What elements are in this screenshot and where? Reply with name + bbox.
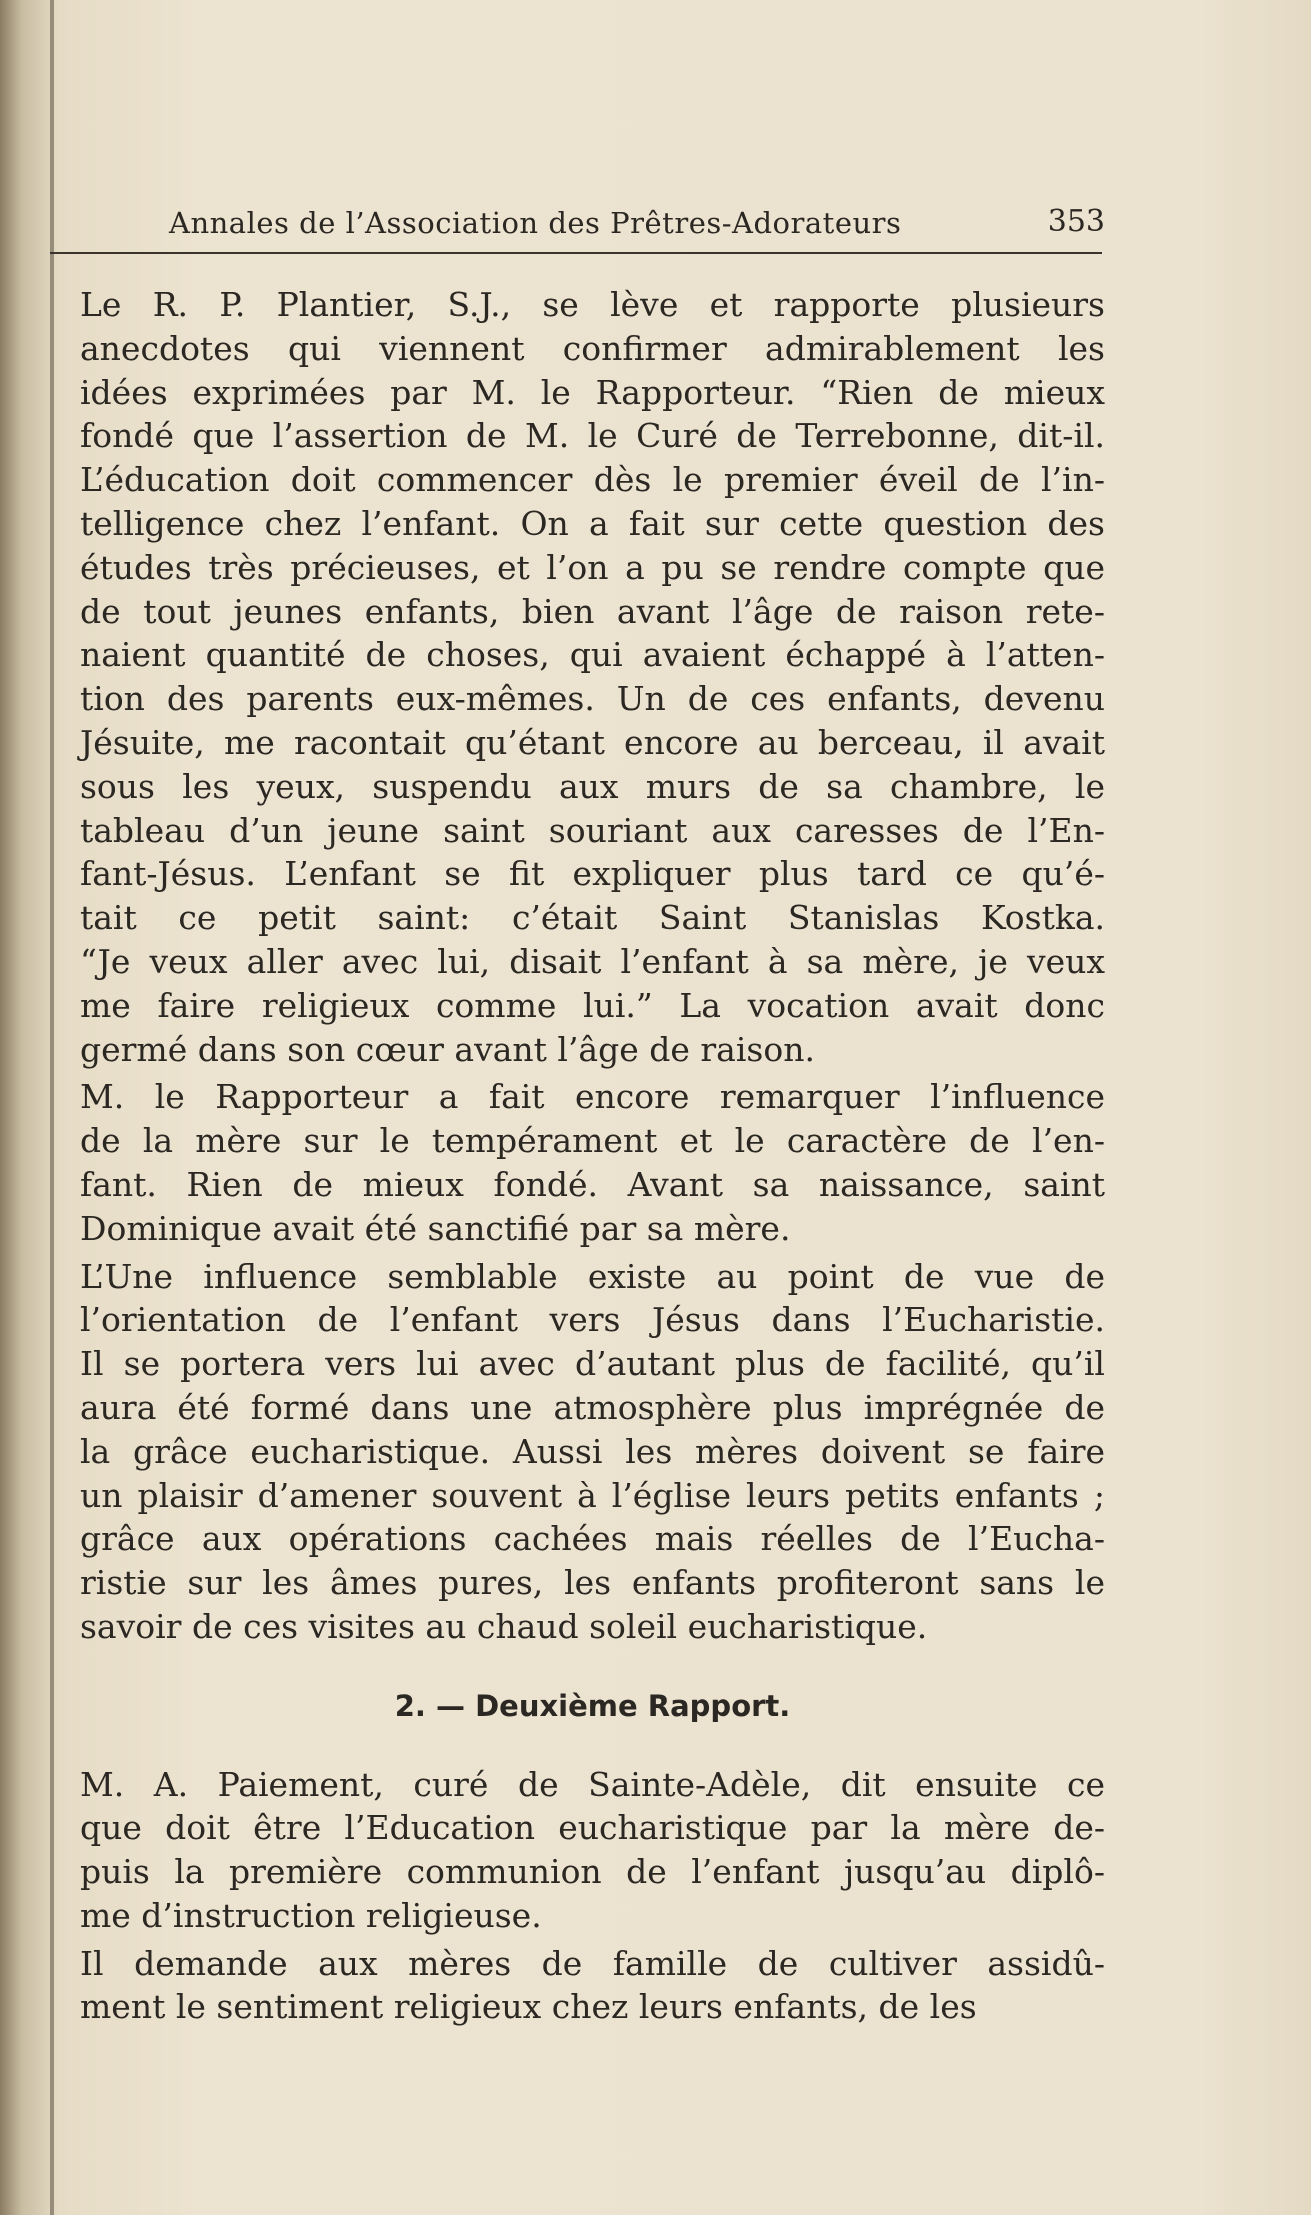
paragraph-5: [80, 1942, 1105, 2030]
text-line: Le R. P. Plantier, S.J., se lève et rapporte plusieurs: [80, 285, 1105, 324]
text-line: savoir de ces visites au chaud soleil eucharistique.: [80, 1606, 928, 1646]
text-line: grâce aux opérations cachées mais réelles de l’Eucha-: [80, 1519, 1105, 1559]
text-line: germé dans son cœur avant l’âge de raison.: [80, 1029, 815, 1069]
text-line: me faire religieux comme lui.” La vocation avait donc: [80, 985, 1105, 1025]
text-line: aura été formé dans une atmosphère plus imprégnée de: [80, 1387, 1105, 1427]
text-line: de la mère sur le tempérament et le caractère de l’en-: [80, 1121, 1105, 1161]
page-number: 353: [1047, 204, 1105, 239]
header-rule: [50, 252, 1102, 254]
text-line: tion des parents eux-mêmes. Un de ces enfants, devenu: [80, 679, 1105, 719]
page-header: [165, 200, 1105, 250]
text-line: de tout jeunes enfants, bien avant l’âge de raison rete-: [80, 591, 1105, 631]
text-line: l’orientation de l’enfant vers Jésus dans l’Eucharistie.: [80, 1300, 1105, 1340]
text-line: M. A. Paiement, curé de Sainte-Adèle, dit ensuite ce: [80, 1764, 1105, 1804]
paragraph-3: [80, 1255, 1105, 1649]
text-line: anecdotes qui viennent confirmer admirablement les: [80, 328, 1105, 368]
text-line: naient quantité de choses, qui avaient échappé à l’atten-: [80, 635, 1105, 675]
text-line: Il se portera vers lui avec d’autant plus de facilité, qu’il: [80, 1344, 1105, 1384]
text-line: fant. Rien de mieux fondé. Avant sa naissance, saint: [80, 1164, 1105, 1204]
text-line: Dominique avait été sanctifié par sa mère.: [80, 1208, 791, 1248]
text-line: fant-Jésus. L’enfant se fit expliquer plus tard ce qu’é-: [80, 854, 1105, 894]
paragraph-1: [80, 283, 1105, 1071]
text-line: sous les yeux, suspendu aux murs de sa chambre, le: [80, 766, 1105, 806]
text-line: idées exprimées par M. le Rapporteur. “Rien de mieux: [80, 372, 1105, 412]
text-line: la grâce eucharistique. Aussi les mères doivent se faire: [80, 1431, 1105, 1471]
text-line: études très précieuses, et l’on a pu se rendre compte que: [80, 547, 1105, 587]
section-title: 2. — Deuxième Rapport.: [394, 1688, 791, 1723]
text-line: que doit être l’Education eucharistique par la mère de-: [80, 1808, 1105, 1848]
text-line: L’Une influence semblable existe au point de vue de: [80, 1256, 1105, 1296]
text-line: “Je veux aller avec lui, disait l’enfant à sa mère, je veux: [80, 941, 1105, 981]
text-line: puis la première communion de l’enfant jusqu’au diplô-: [80, 1852, 1105, 1892]
paragraph-4: [80, 1763, 1105, 1938]
text-line: tableau d’un jeune saint souriant aux caresses de l’En-: [80, 810, 1105, 850]
binding-gutter: [50, 0, 54, 2215]
paragraph-2: [80, 1075, 1105, 1250]
running-title: Annales de l’Association des Prêtres-Adorateurs: [169, 206, 902, 240]
text-line: ristie sur les âmes pures, les enfants profiteront sans le: [80, 1563, 1105, 1603]
text-line: L’éducation doit commencer dès le premier éveil de l’in-: [80, 460, 1105, 500]
text-line: me d’instruction religieuse.: [80, 1895, 542, 1935]
text-line: telligence chez l’enfant. On a fait sur cette question des: [80, 503, 1105, 543]
text-line: M. le Rapporteur a fait encore remarquer l’influence: [80, 1077, 1105, 1117]
text-line: ment le sentiment religieux chez leurs enfants, de les: [80, 1987, 977, 2027]
text-line: Jésuite, me racontait qu’étant encore au berceau, il avait: [80, 722, 1105, 762]
text-line: Il demande aux mères de famille de cultiver assidû-: [80, 1943, 1105, 1983]
text-line: tait ce petit saint: c’était Saint Stanislas Kostka.: [80, 898, 1105, 938]
body-text: [80, 283, 1105, 2029]
text-line: fondé que l’assertion de M. le Curé de Terrebonne, dit-il.: [80, 416, 1105, 456]
text-line: un plaisir d’amener souvent à l’église leurs petits enfants ;: [80, 1475, 1105, 1515]
